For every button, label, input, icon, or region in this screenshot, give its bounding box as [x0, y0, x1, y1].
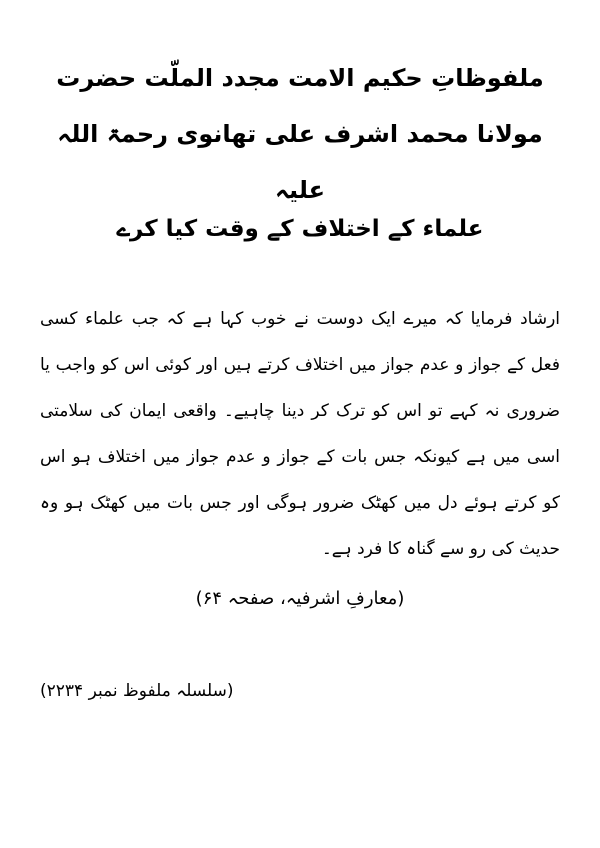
document-title: ملفوظاتِ حکیم الامت مجدد الملّت حضرت مولانا محمد اشرف علی تھانوی رحمۃ اللہ علیہ [56, 64, 544, 204]
section-heading: علماء کے اختلاف کے وقت کیا کرے [116, 216, 484, 242]
serial-number: (سلسلہ ملفوظ نمبر ۲۲۳۴) [40, 681, 234, 701]
body-paragraph: ارشاد فرمایا کہ میرے ایک دوست نے خوب کہا ہے کہ جب علماء کسی فعل کے جواز و عدم جواز میں اختلاف کرتے ہیں اور کوئی اس کو واجب یا ضروری نہ کہے تو اس کو ترک کر دینا چاہیے۔ واقعی ایمان کی سلامتی اسی میں ہے کیونکہ جس بات کے جواز و عدم جواز میں اختلاف ہو اس کو کرتے ہوئے دل میں کھٹک ضرور ہوگی اور جس بات میں کھٹک ہو وہ حدیث کی رو سے گناہ کا فرد ہے۔ [40, 309, 560, 559]
source-reference: (معارفِ اشرفیہ، صفحہ ۶۴) [195, 588, 405, 609]
